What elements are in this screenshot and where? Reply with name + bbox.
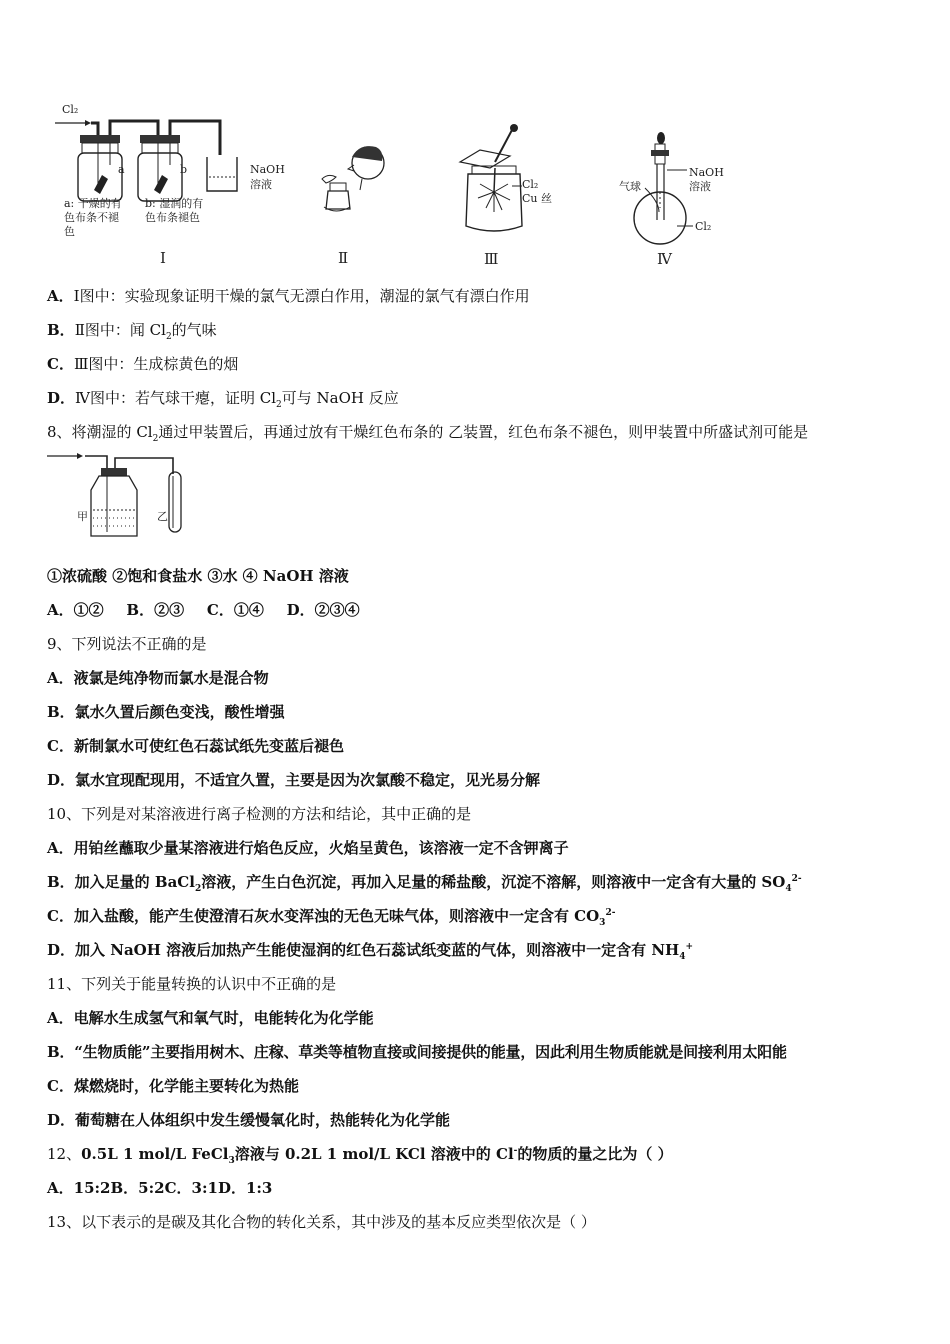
cl2-label-4: Cl₂ bbox=[695, 220, 712, 233]
cu-wire-label: Cu 丝 bbox=[522, 192, 552, 205]
q8-stem: 8、将潮湿的 $Cl_2$通过甲装置后，再通过放有干燥红色布条的 乙装置，红色布条不褪色，则甲装置中所盛试剂可能是 bbox=[47, 423, 809, 444]
solution-label: 溶液 bbox=[250, 178, 272, 191]
caption-a-line1: a: 干燥的有 bbox=[64, 197, 122, 210]
naoh-label: NaOH bbox=[250, 163, 285, 176]
q8-option-b: B．②③ bbox=[126, 601, 185, 619]
q12-option-d: D．1:3 bbox=[217, 1179, 273, 1197]
q8-reagents: ①浓硫酸 ②饱和食盐水 ③水 ④ NaOH 溶液 bbox=[47, 567, 349, 585]
q8-option-d: D．②③④ bbox=[286, 601, 360, 619]
q10-option-c: C．加入盐酸，能产生使澄清石灰水变浑浊的无色无味气体，则溶液中一定含有 $CO_3^{2-}$ bbox=[47, 907, 616, 928]
q11-option-c: C．煤燃烧时，化学能主要转化为热能 bbox=[47, 1077, 299, 1095]
figure-panel-2-smelling-gas bbox=[310, 135, 390, 270]
figure-panel-1-washing-bottles bbox=[50, 95, 300, 270]
q12-option-b: B．5:2 bbox=[110, 1179, 165, 1197]
roman-numeral-3: Ⅲ bbox=[484, 250, 499, 268]
q11-option-d: D．葡萄糖在人体组织中发生缓慢氧化时，热能转化为化学能 bbox=[47, 1111, 451, 1129]
q9-option-b: B．氯水久置后颜色变浅，酸性增强 bbox=[47, 703, 285, 721]
q10-option-a: A．用铂丝蘸取少量某溶液进行焰色反应，火焰呈黄色，该溶液一定不含钾离子 bbox=[47, 839, 569, 857]
q7-option-c: C．Ⅲ图中：生成棕黄色的烟 bbox=[47, 355, 239, 373]
q7-option-d: D．Ⅳ图中：若气球干瘪，证明 $Cl_2$可与 NaOH 反应 bbox=[47, 389, 399, 410]
q12-stem: 12、0.5L 1 mol/L FeCl$_3$溶液与 0.2L 1 mol/L KCl 溶液中的 Cl-的物质的量之比为（ ） bbox=[47, 1145, 673, 1166]
roman-numeral-1: Ⅰ bbox=[160, 249, 166, 267]
q8-option-a: A．①② bbox=[47, 601, 104, 619]
naoh-label-4: NaOH bbox=[689, 166, 724, 179]
cl2-inlet-label: Cl₂ bbox=[62, 103, 79, 116]
q10-option-b: B．加入足量的 BaCl$_2$溶液，产生白色沉淀，再加入足量的稀盐酸，沉淀不溶解，则溶液中一定含有大量的 $SO_4^{2-}$ bbox=[47, 873, 802, 894]
label-b: b bbox=[180, 163, 188, 176]
caption-a-line3: 色 bbox=[64, 225, 75, 238]
q8-option-c: C．①④ bbox=[206, 601, 264, 619]
figure-panel-4-flask-balloon bbox=[615, 130, 755, 270]
q13-stem: 13、以下表示的是碳及其化合物的转化关系，其中涉及的基本反应类型依次是（ ） bbox=[47, 1213, 596, 1231]
q8-apparatus-figure bbox=[45, 448, 195, 548]
caption-b-line1: b: 湿润的有 bbox=[145, 197, 204, 210]
label-jia: 甲 bbox=[77, 510, 88, 523]
figure-panel-3-copper-burning bbox=[450, 122, 560, 270]
q11-option-a: A．电解水生成氢气和氧气时，电能转化为化学能 bbox=[47, 1009, 374, 1027]
q12-option-c: C．3:1 bbox=[164, 1179, 218, 1197]
q11-stem: 11、下列关于能量转换的认识中不正确的是 bbox=[47, 975, 337, 993]
q10-stem: 10、下列是对某溶液进行离子检测的方法和结论，其中正确的是 bbox=[47, 805, 472, 823]
caption-a-line2: 色布条不褪 bbox=[64, 211, 119, 224]
q9-option-a: A．液氯是纯净物而氯水是混合物 bbox=[47, 669, 269, 687]
caption-b-line2: 色布条褪色 bbox=[145, 211, 200, 224]
balloon-label: 气球 bbox=[619, 180, 641, 193]
q7-option-a: A．Ⅰ图中：实验现象证明干燥的氯气无漂白作用，潮湿的氯气有漂白作用 bbox=[47, 287, 530, 305]
q9-option-d: D．氯水宜现配现用，不适宜久置，主要是因为次氯酸不稳定，见光易分解 bbox=[47, 771, 541, 789]
q8-options bbox=[47, 600, 360, 620]
q7-option-b: B．Ⅱ图中：闻 $Cl_2$的气味 bbox=[47, 321, 217, 342]
label-yi: 乙 bbox=[157, 510, 168, 523]
q9-stem: 9、下列说法不正确的是 bbox=[47, 635, 207, 653]
solution-label-4: 溶液 bbox=[689, 180, 711, 193]
q11-option-b: B．“生物质能”主要指用树木、庄稼、草类等植物直接或间接提供的能量，因此利用生物质能就是间接利用太阳能 bbox=[47, 1043, 787, 1061]
label-a: a bbox=[118, 163, 125, 176]
q12-options bbox=[47, 1178, 272, 1198]
q9-option-c: C．新制氯水可使红色石蕊试纸先变蓝后褪色 bbox=[47, 737, 344, 755]
q12-option-a: A．15:2 bbox=[47, 1179, 111, 1197]
cl2-label: Cl₂ bbox=[522, 178, 539, 191]
roman-numeral-4: Ⅳ bbox=[657, 250, 672, 268]
roman-numeral-2: Ⅱ bbox=[338, 249, 349, 267]
q10-option-d: D．加入 NaOH 溶液后加热产生能使湿润的红色石蕊试纸变蓝的气体，则溶液中一定含有 $NH_4^+$ bbox=[47, 941, 694, 962]
